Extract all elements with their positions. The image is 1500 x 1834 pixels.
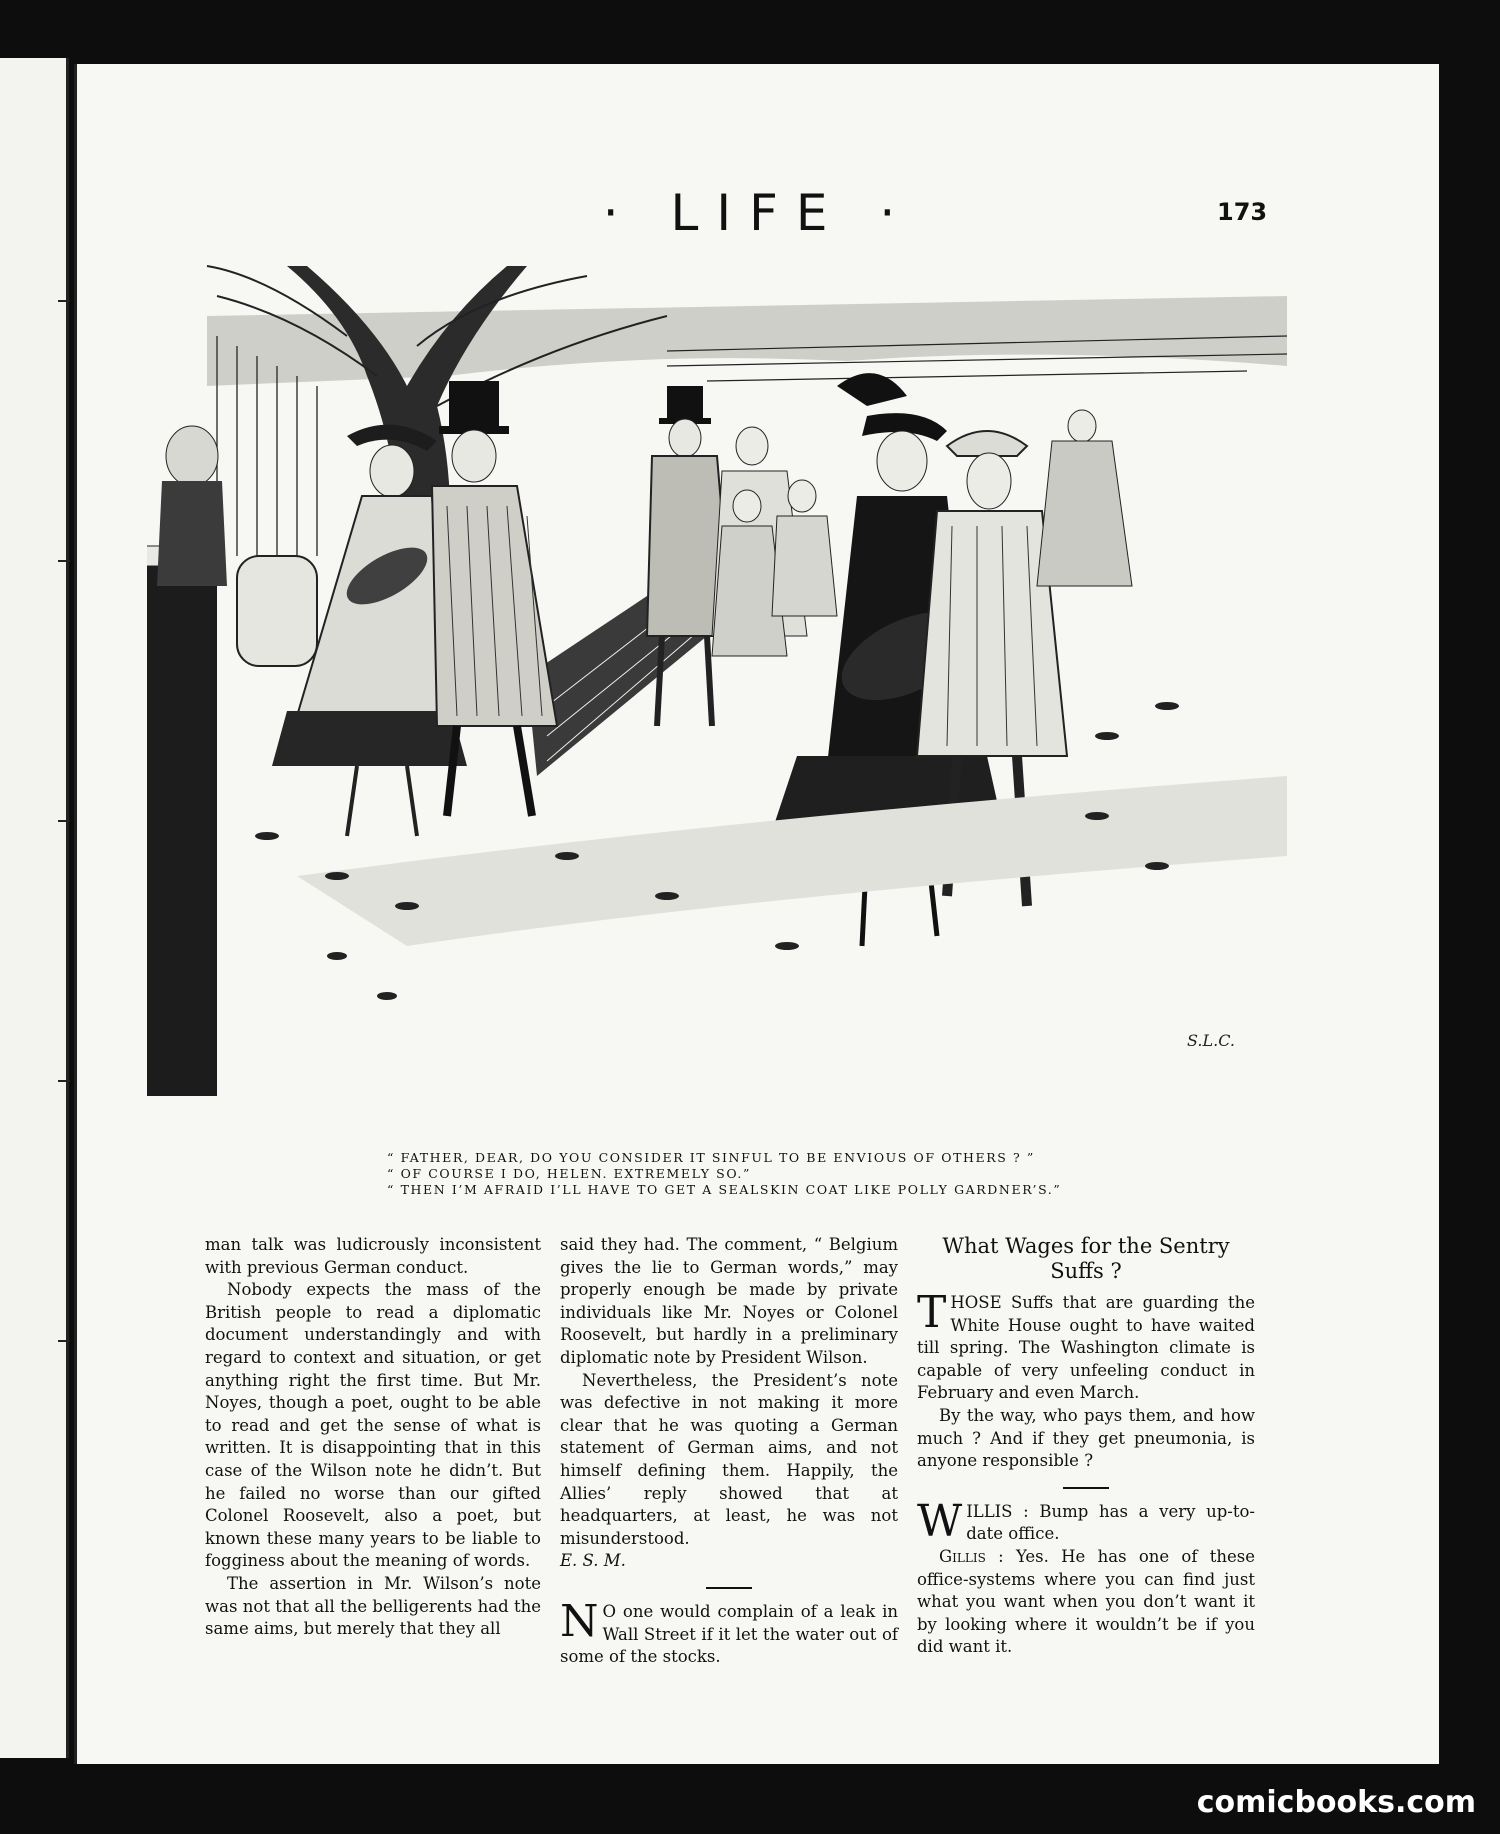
site-watermark: comicbooks.com: [1196, 1785, 1476, 1820]
dialogue-line: [917, 1495, 1255, 1547]
paragraph: said they had. The comment, “ Belgium gives the lie to German words,” may properly enough be made by private individuals like Mr. Noyes or Colonel Roosevelt, but hardly in a preliminary diplomatic note by President Wilson.: [560, 1235, 898, 1367]
paragraph: By the way, who pays them, and how much ? And if they get pneumonia, is anyone responsible ?: [917, 1405, 1255, 1471]
paragraph: Nobody expects the mass of the British people to read a diplomatic document understandingly and with regard to context and situation, or get anything right the first time. But Mr. Noyes, though a poet, ought to be able to read and get the sense of what is written. It is disappointing that in this case of the Wilson note he didn’t. But he failed no worse than our gifted Colonel Roosevelt, also a poet, but known these many years to be liable to fogginess about the meaning of words.: [205, 1280, 541, 1571]
text-column-3: [917, 1234, 1255, 1659]
caption-line: “ FATHER, DEAR, DO YOU CONSIDER IT SINFUL TO BE ENVIOUS OF OTHERS ? ”: [387, 1150, 1035, 1165]
paragraph: Nevertheless, the President’s note was defective in not making it more clear that he was quoting a German statement of German aims, and not himself defining them. Happily, the Allies’ reply showed that at headquarters, at least, he was not misunderstood.: [560, 1370, 898, 1548]
text-column-2: [560, 1234, 898, 1669]
section-divider: [1063, 1487, 1109, 1489]
binding-stitch: [58, 300, 70, 302]
drop-cap: W: [917, 1495, 963, 1547]
article-heading: What Wages for the Sentry Suffs ?: [942, 1234, 1230, 1283]
paragraph-text: HOSE Suffs that are guarding the White House ought to have waited till spring. The Washington climate is capable of very unfeeling conduct in February and even March.: [917, 1293, 1255, 1403]
caption-line: “ THEN I’M AFRAID I’LL HAVE TO GET A SEALSKIN COAT LIKE POLLY GARDNER’S.”: [387, 1182, 1062, 1197]
section-divider: [706, 1587, 752, 1589]
paragraph: man talk was ludicrously inconsistent with previous German conduct.: [205, 1235, 541, 1277]
dialogue-line: [917, 1546, 1255, 1659]
dialogue-text: Yes. He has one of these office-systems where you can find just what you want when you don’t want it by looking where it wouldn’t be if you did want it.: [917, 1546, 1255, 1657]
paragraph: The assertion in Mr. Wilson’s note was not that all the belligerents had the same aims, but merely that they all: [205, 1573, 541, 1639]
dialogue-text: Bump has a very up-to-date office.: [966, 1501, 1255, 1544]
binding-stitch: [58, 1080, 70, 1082]
winter-scene-illustration: [147, 256, 1287, 1136]
speaker-name: Gillis :: [939, 1546, 1004, 1566]
author-signature: E. S. M.: [560, 1551, 626, 1571]
drop-cap: N: [560, 1595, 599, 1647]
artist-signature: S.L.C.: [1187, 1031, 1235, 1050]
speaker-name: ILLIS :: [966, 1501, 1029, 1521]
magazine-masthead: · LIFE ·: [602, 184, 914, 242]
binding-stitch: [58, 1340, 70, 1342]
binding-stitch: [58, 560, 70, 562]
binding-stitch: [58, 820, 70, 822]
joke-paragraph: [560, 1595, 898, 1669]
text-column-1: [205, 1234, 541, 1641]
joke-text: O one would complain of a leak in Wall Street if it let the water out of some of the stocks.: [560, 1601, 898, 1667]
magazine-page: [74, 64, 1439, 1764]
caption-line: “ OF COURSE I DO, HELEN. EXTREMELY SO.”: [387, 1166, 751, 1181]
paragraph: [917, 1287, 1255, 1405]
drop-cap: T: [917, 1287, 947, 1338]
facing-page-edge: [0, 58, 69, 1758]
illustration-caption: [387, 1150, 1287, 1198]
page-number: 173: [1217, 198, 1268, 226]
